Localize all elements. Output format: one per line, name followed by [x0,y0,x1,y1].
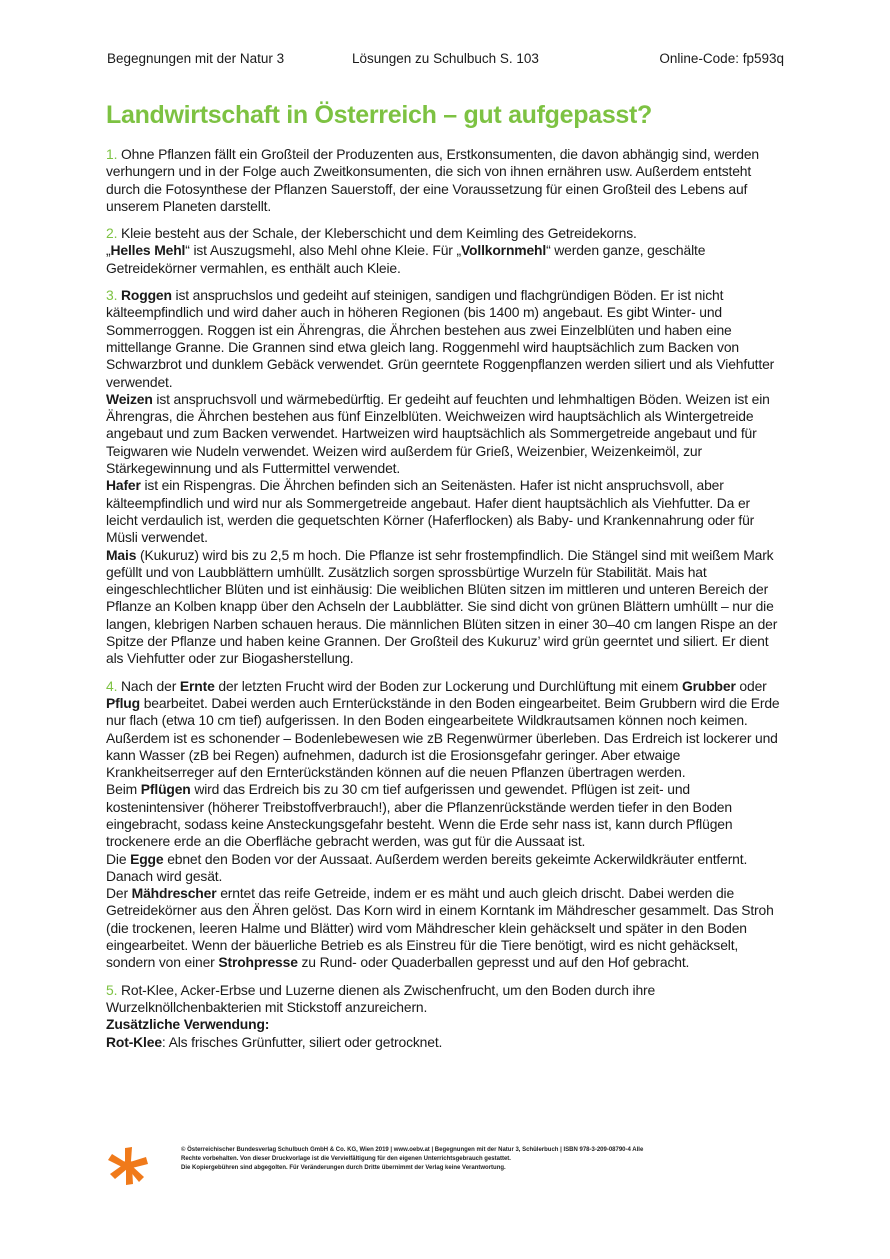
paragraph-rotklee: Rot-Klee: Als frisches Grünfutter, siliert oder getrocknet. [106,1033,443,1050]
term-egge: Egge [130,850,164,867]
copyright-notice: © Österreichischer Bundesverlag Schulbuch GmbH & Co. KG, Wien 2019 | www.oebv.at | Begegnungen mit der Natur 3, Schülerbuch | ISBN 978-3-209-08790-4 Alle Rechte vorbehalten. Von dieser Druckvorlage ist die Vervielfältigung für den eigenen Unterrichtsgebrauch gestattet. Die Kopiergebühren sind abgegolten. Für Veränderungen durch Dritte übernimmt der Verlag keine Verantwortung. [181,1147,644,1171]
solution-5 [106,982,784,1051]
solution-text: Kleie besteht aus der Schale, der Kleberschicht und dem Keimling des Getreidekorns. [117,225,637,242]
paragraph-zwischenfrucht: 5. Rot-Klee, Acker-Erbse und Luzerne dienen als Zwischenfrucht, um den Boden durch ihre Wurzelknöllchenbakterien mit Stickstoff anzureichern. [106,981,656,1015]
term-strohpresse: Strohpresse [218,954,298,971]
paragraph-hafer: Hafer ist ein Rispengras. Die Ährchen befinden sich an Seitenästen. Hafer ist nicht anspruchsvoll, aber kälteempfindlich und wird nur als Sommergetreide angebaut. Hafer dient hauptsächlich als Viehfutter. Da er leicht verdaulich ist, werden die gequetschten Körner (Haferflocken) als Baby- und Krankennahrung oder für Müsli verwendet. [106,477,755,546]
term-pflug: Pflug [106,694,140,711]
solution-4 [106,678,784,972]
paragraph-pfluegen: Beim Pflügen wird das Erdreich bis zu 30 cm tief aufgerissen und gewendet. Pflügen ist zeit- und kostenintensiver (höherer Treibstoffverbrauch!), aber die Pflanzenrückstände werden tiefer in den Boden eingebracht, sodass keine Ansteckungsgefahr besteht. Wenn die Erde sehr nass ist, kann durch Pflügen trockenere erde an die Oberfläche gebracht werden, was gut für die Aussaat ist. [106,781,733,850]
solution-number: 3. [106,287,118,304]
page-title: Landwirtschaft in Österreich – gut aufgepasst? [106,101,653,129]
term-maehdrescher: Mähdrescher [131,885,217,902]
term-roggen: Roggen [121,287,172,304]
solution-1 [106,146,784,215]
solution-text: Ohne Pflanzen fällt ein Großteil der Produzenten aus, Erstkonsumenten, die davon abhängig sind, werden verhungern und in der Folge auch Zweitkonsumenten, die sich von ihnen ernähren usw. Außerdem entsteht durch die Fotosynthese der Pflanzen Sauerstoff, der eine Voraussetzung für einen Großteil des Lebens auf unserem Planeten darstellt. [106,146,759,214]
term-vollkornmehl: Vollkornmehl [460,242,547,259]
term-hafer: Hafer [106,477,141,494]
solution-2: 2. Kleie besteht aus der Schale, der Kleberschicht und dem Keimling des Getreidekorns. „Helles Mehl“ ist Auszugsmehl, also Mehl ohne Kleie. Für „Vollkornmehl“ werden ganze, geschälte Getreidekörner vermahlen, es enthält auch Kleie. [106,225,706,276]
page-reference: Lösungen zu Schulbuch S. 103 [352,51,539,66]
paragraph-maehdrescher: Der Mähdrescher erntet das reife Getreide, indem er es mäht und auch gleich drischt. Dabei werden die Getreidekörner aus den Ähren gelöst. Das Korn wird in einem Korntank im Mähdrescher gesammelt. Das Stroh (die trockenen, leeren Halme und Blätter) wird vom Mähdrescher klein gehäckselt und später in den Boden eingearbeitet. Wenn der bäuerliche Betrieb es als Einstreu für die Tiere benötigt, wird es nicht gehäckselt, sondern von einer Strohpresse zu Rund- oder Quaderballen gepresst und auf den Hof gebracht. [106,885,774,971]
subheading-verwendung: Zusätzliche Verwendung: [106,1016,270,1033]
paragraph-roggen: 3. Roggen ist anspruchslos und gedeiht auf steinigen, sandigen und flachgründigen Böden. Er ist nicht kälteempfindlich und wird daher auch in höheren Regionen (bis 1400 m) angebaut. Es gibt Winter- und Sommerroggen. Roggen ist ein Ährengras, die Ährchen bestehen aus zwei Einzelblüten und haben eine mittellange Granne. Die Grannen sind etwa gleich lang. Roggenmehl wird hauptsächlich zum Backen von Schwarzbrot und dunklem Gebäck verwendet. Grün geerntete Roggenpflanzen werden siliert und als Viehfutter verwendet. [106,287,775,390]
solution-number: 4. [106,677,118,694]
term-weizen: Weizen [106,390,153,407]
term-ernte: Ernte [179,677,215,694]
solution-number: 2. [106,225,118,242]
solution-number: 5. [106,981,118,998]
book-title: Begegnungen mit der Natur 3 [107,51,285,66]
solution-3 [106,287,784,668]
term-rotklee: Rot-Klee [106,1033,162,1050]
paragraph-egge: Die Egge ebnet den Boden vor der Aussaat. Außerdem werden bereits gekeimte Ackerwildkräuter entfernt. Danach wird gesät. [106,850,748,884]
term-grubber: Grubber [681,677,736,694]
page-header [107,51,784,69]
page-footer [106,1144,786,1186]
solution-number: 1. [106,146,118,162]
online-code: Online-Code: fp593q [659,51,784,66]
paragraph-weizen: Weizen ist anspruchsvoll und wärmebedürftig. Er gedeiht auf feuchten und lehmhaltigen Böden. Weizen ist ein Ährengras, die Ährchen bestehen aus fünf Einzelblüten. Weichweizen wird hauptsächlich als Wintergetreide angebaut und zum Backen verwendet. Hartweizen wird hauptsächlich als Sommergetreide angebaut und für Teigwaren wie Nudeln verwendet. Weizen wird außerdem für Grieß, Weizenbier, Weizenkeimöl, zur Stärkegewinnung und als Futtermittel verwendet. [106,390,770,477]
term-helles-mehl: Helles Mehl [110,242,186,259]
solutions-content [106,146,784,1061]
publisher-logo-icon [106,1144,150,1186]
term-mais: Mais [106,546,137,563]
term-pfluegen: Pflügen [140,781,191,798]
paragraph-grubber: 4. Nach der Ernte der letzten Frucht wird der Boden zur Lockerung und Durchlüftung mit einem Grubber oder Pflug bearbeitet. Dabei werden auch Ernterückstände in den Boden eingearbeitet. Beim Grubbern wird die Erde nur flach (etwa 10 cm tief) aufgerissen. In den Boden eingearbeitete Wildkrautsamen können noch keimen. Außerdem ist es schonender – Bodenlebewesen wie zB Regenwürmer überleben. Das Erdreich ist lockerer und kann Wasser (zB bei Regen) aufnehmen, dadurch ist die Erosionsgefahr geringer. Aber etwaige Krankheitserreger auf den Ernterückständen können auf die neuen Pflanzen übertragen werden. [106,677,780,781]
paragraph-mais: Mais (Kukuruz) wird bis zu 2,5 m hoch. Die Pflanze ist sehr frostempfindlich. Die Stängel sind mit weißem Mark gefüllt und von Laubblättern umhüllt. Zusätzlich sorgen sprossbürtige Wurzeln für Stabilität. Mais hat eingeschlechtlicher Blüten und ist einhäusig: Die weiblichen Blüten sitzen im mittleren und unteren Bereich der Pflanze an Kolben knapp über den Achseln der Laubblätter. Sie sind dicht von grünen Blättern umhüllt – nur die langen, klebrigen Narben schauen heraus. Die männlichen Blüten sitzen in einer 30–40 cm langen Rispe an der Spitze der Pflanze und haben keine Grannen. Der Großteil des Kukuruz’ wird grün geerntet und siliert. Er dient als Viehfutter oder zur Biogasherstellung. [106,546,778,667]
